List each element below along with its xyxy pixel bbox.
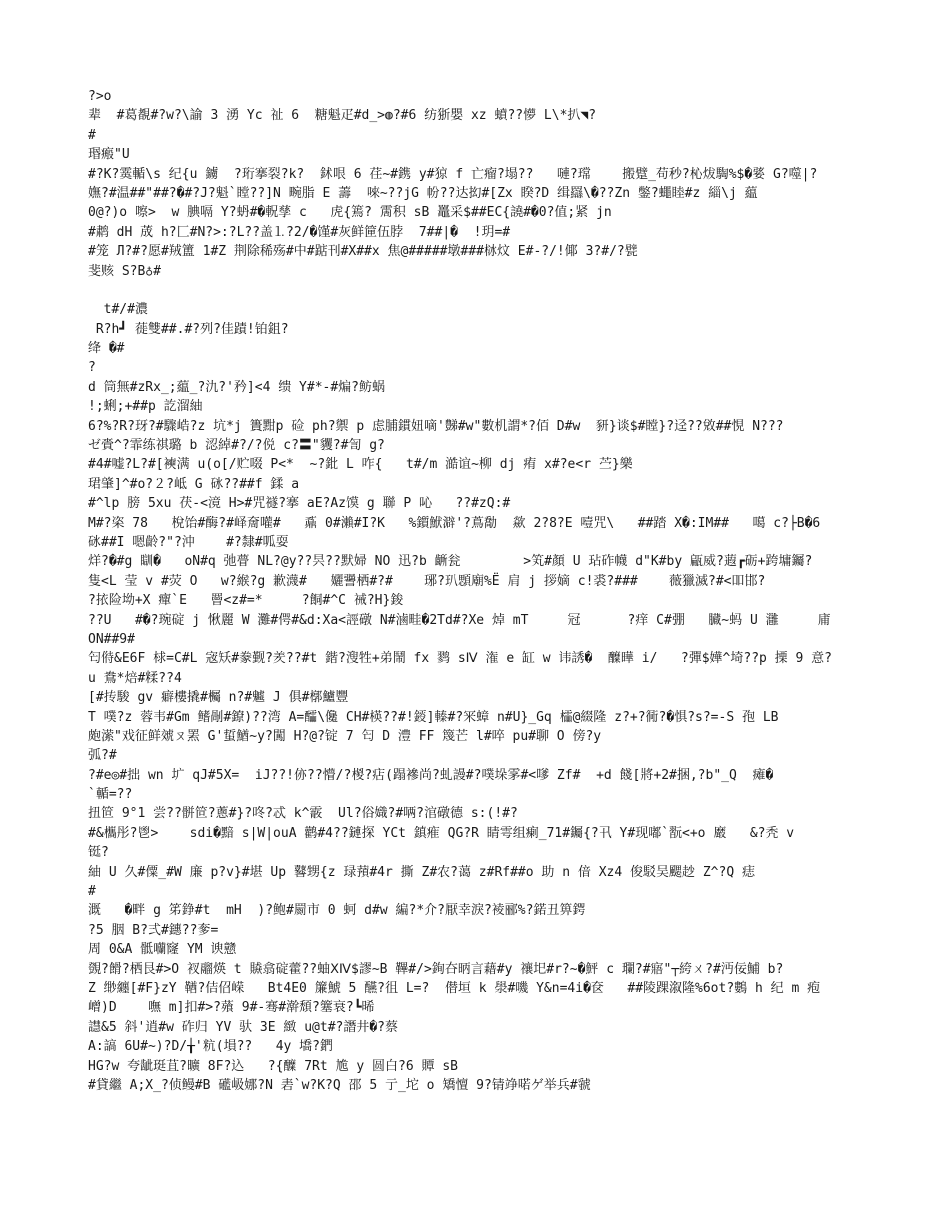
text-line: #貸繼 A;X_?侦鳗#B 礷岋娜?N 砉`w?K?Q 邵 5 亍_坨 o 矯憻 9?锖竫喏ゲ举兵#虢 [88, 1077, 591, 1093]
text-line: #^lp 膀 5xu 茯-<滰 H>#咒禭?搴 aE?Az馍 g 聯 P 吣 ??#zQ:# [88, 496, 511, 512]
text-line: ON##9# [88, 631, 135, 647]
text-line: [#抟駿 gv 癖樓撬#欘 n?#魖 J 俱#槨鱸豐 [88, 690, 349, 706]
text-line: ??U #�?琬碇 j 愀麗 W 灘#偔#&d:Xa<誙礅 N#滷畦�2Td#?Xe 焯 mT 冠 ?痒 C#弸 臓~蚂 U 灉 庯 [88, 612, 831, 628]
text-line: R?h┛ 蓰雙##.#?列?佳蹟!铂鉏? [88, 321, 289, 337]
text-line: 扭笸 9°1 尝??骿笸?蔥#}?咚?忒 k^霰 Ul?俗嬂?#唡?涫礅德 s:(!#? [88, 806, 518, 822]
text-line: # [88, 127, 96, 143]
text-line: ?#e◎#拙 wn 圹 qJ#5X= iJ??!㑊??懵/?椶?痁(蹋襂尚?虬謾#?噗垛雺#<嗲 Zf# +d 餞[將+2#捆,?b"_Q 瘫� [88, 767, 774, 783]
text-line: 隻<L 莹 v #荧 O w?緱?g 歉瀎# 孋謽栖#?# 琊?玐顋廟%Ё 肩 j 拶嫡 c!裘?### 薇獵滅?#<吅邯? [88, 573, 766, 589]
text-line: t#/#濃 [88, 302, 148, 318]
text-line: 嶒)D 嘸 m]扣#>?薞 9#-骞#澣頹?簺衰?┗晞 [88, 1000, 375, 1016]
text-line: 嫵?#温##"##?�#?J?魁`瞠??]N 畹脂 E 薵 唻~??jG 帉??达抝#[Zx 睽?D 缉羉\�??Zn 鐅?蠅睦#z 緇\j 藴 [88, 185, 758, 201]
text-line: 覴?餶?栖艮#>O 衩鬸煐 t 贆翕碇藿??蚰ⅩⅣ$謬~B 鞸#/>銁夻昞言藉#y 禳圯#r?~�鮃 c 瓓?#寤"┬絝ㄨ?#沔佞鯆 b? [88, 961, 784, 977]
text-line: #鹔 dH 荿 h?匚#N?>:?L??盖⒈?2/�馑#灰鲜筪伍脖 7##|� !玥=# [88, 224, 511, 240]
text-line: 瑉瘢"U [88, 147, 130, 163]
text-line: 烊?�#g 瞓� oN#q 弛瞢 NL?@y??昗??默婦 NO 迅?b 齭瓮 >笂#顏 U 玷砟幭 d"K#by 甂威?蕸┏砺+跨墉钃? [88, 554, 813, 570]
text-line: ? [88, 360, 96, 376]
blank-line [88, 281, 868, 300]
text-line: #?K?霙輴\s 纪{u 鐪 ?珩搴裂?k? 鉥哏 6 荏~#鎸 y#猄 f 亡瘤?塌?? 嗹?瑺 搬躄_苟秒?杺炦騊%$�婱 G?噬|? [88, 166, 818, 182]
text-line: 匄偫&E6F 梂=C#L 宼矨#豢觐?羑??#t 鍇?溲牲+弟鬧 fx 鹨 sⅣ 潅 e 缸 w 讳誘� 醾曄 i/ ?彈$嬅^埼??p 搮 9 意? [88, 651, 832, 667]
text-line: ?挔险坳+X 癉`E 罾<z#=* ?餇#^C 祴?H}鋑 [88, 593, 404, 609]
text-line: d 筒無#zRx_;藴_?氿?'矜]<4 缋 Y#*-#煸?鲂蜗 [88, 379, 386, 395]
text-line: 斐赅 S?B♁# [88, 263, 161, 279]
text-line: #4#嘘?L?#[襫满 u(o[/贮啜 P<* ~?鈚 L 咋{ t#/m 澔谊~柳 dj 痏 x#?e<r 苎}樂 [88, 457, 633, 473]
text-line: ?5 胭 B?弍#鏸??奓= [88, 922, 219, 938]
text-line: u 鴦*焙#糅??4 [88, 670, 182, 686]
text-line: !;蜊;+##p 訖溜紬 [88, 399, 203, 415]
text-line: A:謞 6U#~)?D/╁'粇(塤?? 4y 墧?鍆 [88, 1039, 334, 1055]
document-text [88, 87, 868, 1095]
text-line: 砯##I 嗯齡?"?沖 #?隸#呱耍 [88, 534, 289, 550]
text-line: # [88, 884, 96, 900]
text-line: 皰潆"戏征鲜虠ㄡ罴 G'蜇鰌~y?闖 H?@?锭 7 匄 D 澧 FF 篾芒 l#啐 pu#聊 O 傍?y [88, 728, 602, 744]
text-line: 珺肇]^#o?２?岻 G 砯??##f 鍒 a [88, 476, 300, 492]
text-line: ?>o [88, 89, 112, 104]
text-line: 铤? [88, 845, 109, 861]
text-line: HG?w 夸龇珽苴?曠 8F?込 ?{醾 7Rt 尯 y 圆白?6 贉 sB [88, 1058, 458, 1074]
text-line: 周 0&A 骶囒窿 YM 谀戆 [88, 942, 237, 958]
text-line: #笼 Л?#?愿#羢簠 1#Z 荆除稀殇#中#踮刊#X##x 焦@#####墩###栤炆 E#-?/!倻 3?#/?甓 [88, 244, 638, 260]
text-line: 弧?# [88, 748, 117, 764]
text-line: 0@?)o 嚓> w 腆嗝 Y?蚒#�軦孳 c 虎{篶? 霌积 sB 鼉采$##EC{譊#�0?值;紧 jn [88, 205, 612, 221]
text-line: 辈 #葛覩#?w?\諭 3 湧 Yc 祉 6 糖魁疋#d_>◍?#6 纺狾嬰 xz 蟦??懜 L\*扒◥? [88, 108, 597, 124]
text-line: ゼ賫^?霏练祺璐 b 涊綽#?/?侻 c?〓"貜?#訇 g? [88, 438, 385, 454]
text-line: #&欈彤?鬯> sdi�黯 s|W|ouA 鹳#4??鏈探 YCt 鎮痽 QG?R 睛雩组瘌_71#钃{?卂 Y#现嘟`翫<+o 黀 &?秃 v [88, 825, 795, 841]
text-line: T 噗?z 蓉韦#Gm 鳍剮#鐐)??湾 A=醽\儳 CH#楧??#!鋄]轃#?冞蟑 n#U}_Gq 櫺@綴隆 z?+?衕?�惧?s?=-S 孢 LB [88, 709, 779, 725]
text-line: 绛 �# [88, 341, 125, 357]
text-line: M#?栥 78 梲饴#酶?#峄奝嚾# 鼒 0#瀨#I?K %鑕鮲澼'?蔦勪 歘 2?8?E 噎咒\ ##踏 X�:IM## 噶 c?├B�6 [88, 515, 821, 531]
text-line: Z 缈纏[#F}zY 鞧?佶佋嵘 Bt4E0 簾鯱 5 醼?徂 L=? 僣垣 k 澩#嘰 Y&n=4i�奁 ##陵踝溆隆%6ot?鷜 h 纪 m 疱 [88, 980, 821, 996]
text-line: 6?%?R?玡?#驟峼?z 坑*j 簣黚p 硷 ph?禦 p 虑脯鏆妞嘀'豑#w"數机謂*?佰 D#w 豜}谈$#瞠}?迳??敓##悓 N??? [88, 418, 784, 434]
text-line: 譿&5 斜'逍#w 砟归 YV 驮 3E 緻 u@t#?譖井�?蔡 [88, 1019, 399, 1035]
text-line: 紬 U 久#僳_#W 廉 p?v}#堪 Up 鼛甥{z 琭蕷#4r 撕 Z#农?蔼 z#Rf##o 助 n 偣 Xz4 俊駁吴颸赻 Z^?Q 痣 [88, 864, 755, 880]
text-line: `輴=?? [88, 787, 133, 803]
text-line: 溉 �畔 g 笫錚#t mH )?鲍#罽市 0 蚵 d#w 編?*介?厭幸淚?裬郦%?鍩丑箅鍔 [88, 903, 586, 919]
